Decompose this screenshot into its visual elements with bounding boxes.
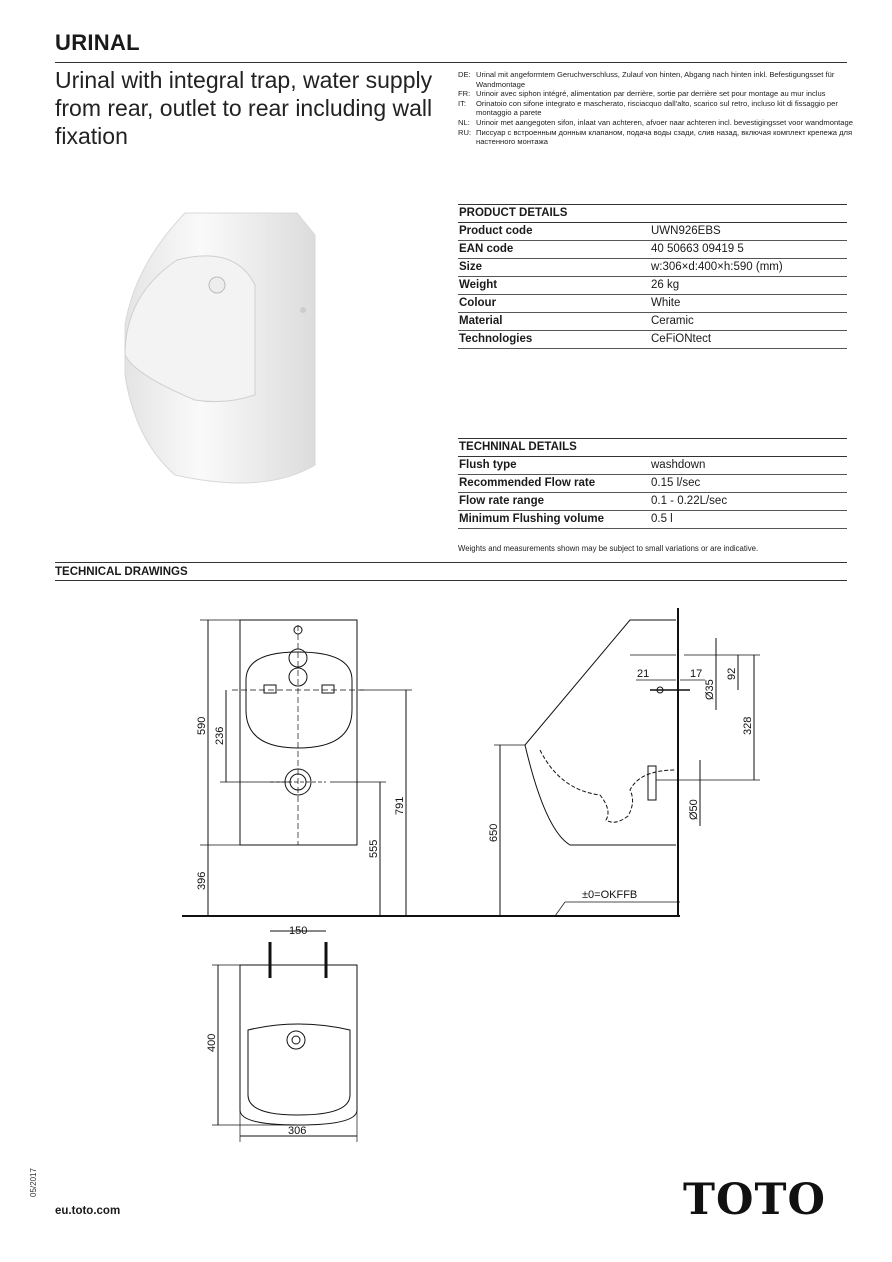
website-link[interactable]: eu.toto.com	[55, 1205, 121, 1217]
dim-21: 21	[637, 668, 650, 680]
row-value: 26 kg	[651, 279, 680, 291]
translation-text: Orinatoio con sifone integrato e mascherato, risciacquo dall'alto, scarico sul retro, incluso kit di fissaggio per montaggio a parete	[476, 98, 838, 118]
product-details-table	[458, 204, 847, 349]
row-value: 0.1 - 0.22L/sec	[651, 495, 728, 507]
row-value: 0.15 l/sec	[651, 477, 701, 489]
row-value: washdown	[651, 459, 706, 471]
row-label: Weight	[459, 279, 498, 291]
language-code: IT:	[458, 98, 467, 108]
row-value: 0.5 l	[651, 513, 673, 525]
table-row	[458, 241, 847, 259]
table-row	[458, 475, 847, 493]
row-label: EAN code	[459, 243, 514, 255]
dim-150: 150	[289, 925, 308, 937]
table-row	[458, 277, 847, 295]
dim-400: 400	[206, 1033, 218, 1052]
table-row	[458, 493, 847, 511]
row-label: Flow rate range	[459, 495, 544, 507]
technical-details-heading: TECHNINAL DETAILS	[458, 438, 847, 457]
dim-236: 236	[214, 726, 226, 745]
translation-row	[458, 89, 853, 99]
dim-dia35: Ø35	[704, 679, 716, 700]
row-value: UWN926EBS	[651, 225, 721, 237]
row-label: Minimum Flushing volume	[459, 513, 605, 525]
dim-306: 306	[288, 1125, 307, 1137]
technical-details-table	[458, 438, 847, 529]
dim-650: 650	[488, 823, 500, 842]
language-code: FR:	[458, 89, 471, 99]
language-code: DE:	[458, 70, 471, 79]
row-label: Recommended Flow rate	[459, 477, 596, 489]
dim-dia50: Ø50	[688, 799, 700, 820]
page-title: URINAL	[55, 30, 140, 55]
dim-396: 396	[196, 871, 208, 890]
drawings-divider-bottom	[55, 580, 847, 581]
dim-590: 590	[196, 716, 208, 735]
row-value: 40 50663 09419 5	[651, 243, 744, 255]
row-label: Product code	[459, 225, 533, 237]
toto-logo: TOTO	[683, 1175, 826, 1225]
row-label: Colour	[459, 297, 497, 309]
dim-555: 555	[368, 839, 380, 858]
technical-drawings-heading: TECHNICAL DRAWINGS	[55, 566, 188, 578]
drawings-divider-top	[55, 562, 847, 563]
translations-block	[458, 70, 853, 147]
language-code: RU:	[458, 127, 472, 137]
product-description: Urinal with integral trap, water supply from rear, outlet to rear including wall fixation	[55, 67, 433, 149]
row-value: Ceramic	[651, 315, 694, 327]
product-details-heading: PRODUCT DETAILS	[458, 204, 847, 223]
row-value: CeFiONtect	[651, 333, 712, 345]
table-row	[458, 331, 847, 349]
publication-date: 05/2017	[29, 1168, 38, 1197]
translation-row	[458, 99, 853, 118]
table-row	[458, 259, 847, 277]
row-value: w:306×d:400×h:590 (mm)	[651, 261, 783, 273]
dim-92: 92	[726, 667, 738, 680]
disclaimer-text: Weights and measurements shown may be subject to small variations or are indicative.	[458, 544, 759, 553]
table-row	[458, 457, 847, 475]
table-row	[458, 313, 847, 331]
dim-328: 328	[742, 716, 754, 735]
technical-drawings	[0, 590, 892, 1150]
translation-text: Urinoir met aangegoten sifon, inlaat van achteren, afvoer naar achteren incl. bevestigingsset voor wandmontage	[476, 117, 853, 127]
row-label: Size	[459, 261, 483, 273]
dim-17: 17	[690, 668, 703, 680]
product-image	[115, 205, 330, 495]
language-code: NL:	[458, 117, 470, 127]
translation-row	[458, 70, 853, 89]
table-row	[458, 223, 847, 241]
title-divider	[55, 62, 847, 63]
translation-row	[458, 128, 853, 147]
translation-text: Urinoir avec siphon intégré, alimentation par derrière, sortie par derrière set pour montage au mur inclus	[476, 89, 826, 99]
translation-row	[458, 118, 853, 128]
table-row	[458, 511, 847, 529]
table-row	[458, 295, 847, 313]
dim-791: 791	[394, 796, 406, 815]
row-label: Material	[459, 315, 503, 327]
translation-text: Писсуар с встроенным донным клапаном, подача воды сзади, слив назад, включая комплект крепежа для настенного монтажа	[476, 127, 853, 147]
row-value: White	[651, 297, 681, 309]
row-label: Technologies	[459, 333, 533, 345]
translation-text: Urinal mit angeformtem Geruchverschluss, Zulauf von hinten, Abgang nach hinten inkl. Befestigungsset für Wandmontage	[476, 70, 835, 89]
floor-reference-label: ±0=OKFFB	[582, 889, 638, 901]
row-label: Flush type	[459, 459, 517, 471]
